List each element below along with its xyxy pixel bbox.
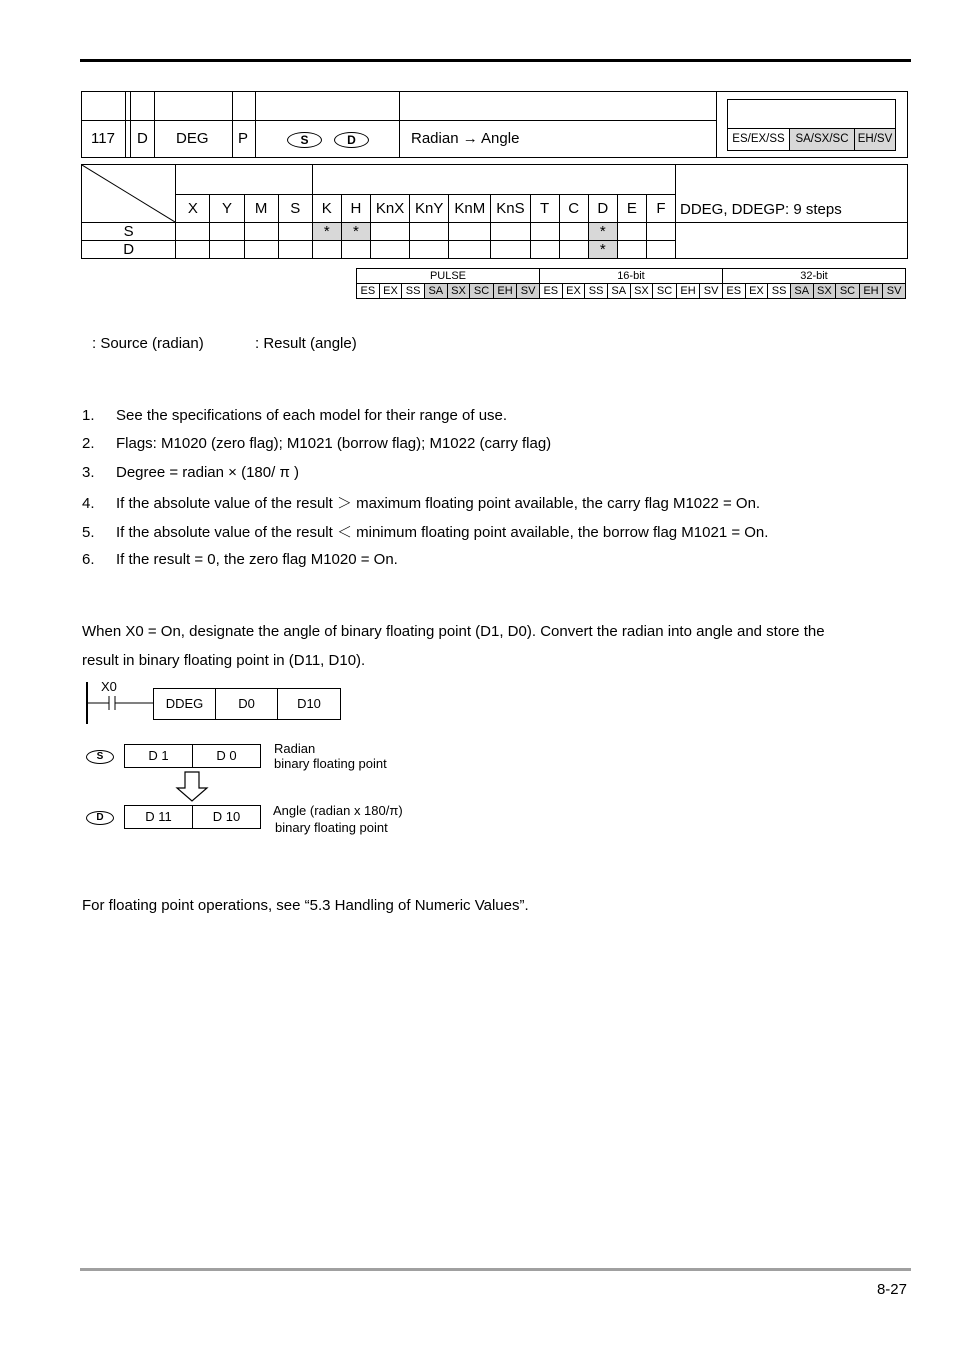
mark-cell: * xyxy=(588,223,617,241)
model-box xyxy=(727,99,896,151)
down-arrow-icon xyxy=(175,771,209,803)
col-t: T xyxy=(530,195,559,223)
col-s: S xyxy=(278,195,312,223)
page-number: 8-27 xyxy=(876,1281,907,1298)
d-flag: D xyxy=(137,130,148,147)
operand-d-desc: : Result (angle) xyxy=(255,335,357,352)
col-kny: KnY xyxy=(410,195,449,223)
col-m: M xyxy=(244,195,278,223)
example-text-line2: result in binary floating point in (D11, D10). xyxy=(82,652,366,669)
mark-cell: * xyxy=(312,223,341,241)
register-box: D 0 xyxy=(192,744,261,768)
list-item: 3. Degree = radian × (180/ π ) xyxy=(82,464,299,481)
instruction-box: DDEG xyxy=(153,688,216,720)
mnemonic: DEG xyxy=(176,130,209,147)
col-knm: KnM xyxy=(449,195,491,223)
col-x: X xyxy=(176,195,210,223)
register-box: D 10 xyxy=(192,805,261,829)
list-item: 4. If the absolute value of the result ＞ maximum floating point available, the carry flag M1022 = On. xyxy=(82,495,761,512)
example-text-line1: When X0 = On, designate the angle of binary floating point (D1, D0). Convert the radian into angle and store the xyxy=(82,623,825,640)
group-pulse: PULSE xyxy=(357,269,540,284)
col-kns: KnS xyxy=(491,195,530,223)
contact-label: X0 xyxy=(101,679,117,694)
api-number: 117 xyxy=(91,130,115,147)
col-f: F xyxy=(646,195,675,223)
d-note-1: Angle (radian x 180/π) xyxy=(273,803,403,818)
bottom-rule xyxy=(80,1268,911,1271)
register-box: D 11 xyxy=(124,805,193,829)
col-knx: KnX xyxy=(370,195,409,223)
model-sa: SA/SX/SC xyxy=(789,129,854,150)
model-eh: EH/SV xyxy=(854,129,895,150)
top-rule xyxy=(80,59,911,62)
diagonal-cell xyxy=(82,165,176,223)
model-support-table: PULSE 16-bit 32-bit ES EX SS SA SX SC EH SV ES EX SS SA SX SC EH SV ES EX SS SA SX SC EH SV xyxy=(356,268,906,299)
operand-box: D10 xyxy=(277,688,341,720)
group-32bit: 32-bit xyxy=(722,269,905,284)
operand-s-desc: : Source (radian) xyxy=(92,335,204,352)
operand-box: D0 xyxy=(215,688,278,720)
function-name: Radian → Angle xyxy=(411,130,520,147)
list-item: 6. If the result = 0, the zero flag M1020 = On. xyxy=(82,551,398,568)
operand-table xyxy=(81,164,908,259)
p-flag: P xyxy=(238,130,249,147)
model-es: ES/EX/SS xyxy=(732,133,785,145)
ladder-contact xyxy=(80,680,160,726)
col-e: E xyxy=(617,195,646,223)
d-symbol: D xyxy=(86,811,114,825)
col-d: D xyxy=(588,195,617,223)
group-16bit: 16-bit xyxy=(539,269,722,284)
operand-s-symbol: S xyxy=(287,132,322,148)
mark-cell: * xyxy=(588,241,617,259)
row-label: D xyxy=(82,241,176,259)
d-note-2: binary floating point xyxy=(275,820,388,835)
register-box: D 1 xyxy=(124,744,193,768)
steps-cell: DDEG, DDEGP: 9 steps xyxy=(675,165,907,223)
list-item: 1. See the specifications of each model for their range of use. xyxy=(82,407,508,424)
col-h: H xyxy=(341,195,370,223)
list-item: 2. Flags: M1020 (zero flag); M1021 (borrow flag); M1022 (carry flag) xyxy=(82,435,552,452)
s-note-1: Radian xyxy=(274,741,316,756)
col-y: Y xyxy=(210,195,244,223)
col-k: K xyxy=(312,195,341,223)
remark-text: For floating point operations, see “5.3 Handling of Numeric Values”. xyxy=(82,897,529,914)
list-item: 5. If the absolute value of the result ＜ minimum floating point available, the borrow flag M1021 = On. xyxy=(82,524,769,541)
operand-row-s xyxy=(82,223,908,241)
col-c: C xyxy=(559,195,588,223)
row-label: S xyxy=(82,223,176,241)
mark-cell: * xyxy=(341,223,370,241)
s-note-2: binary floating point xyxy=(274,756,387,771)
operand-d-symbol: D xyxy=(334,132,369,148)
s-symbol: S xyxy=(86,750,114,764)
